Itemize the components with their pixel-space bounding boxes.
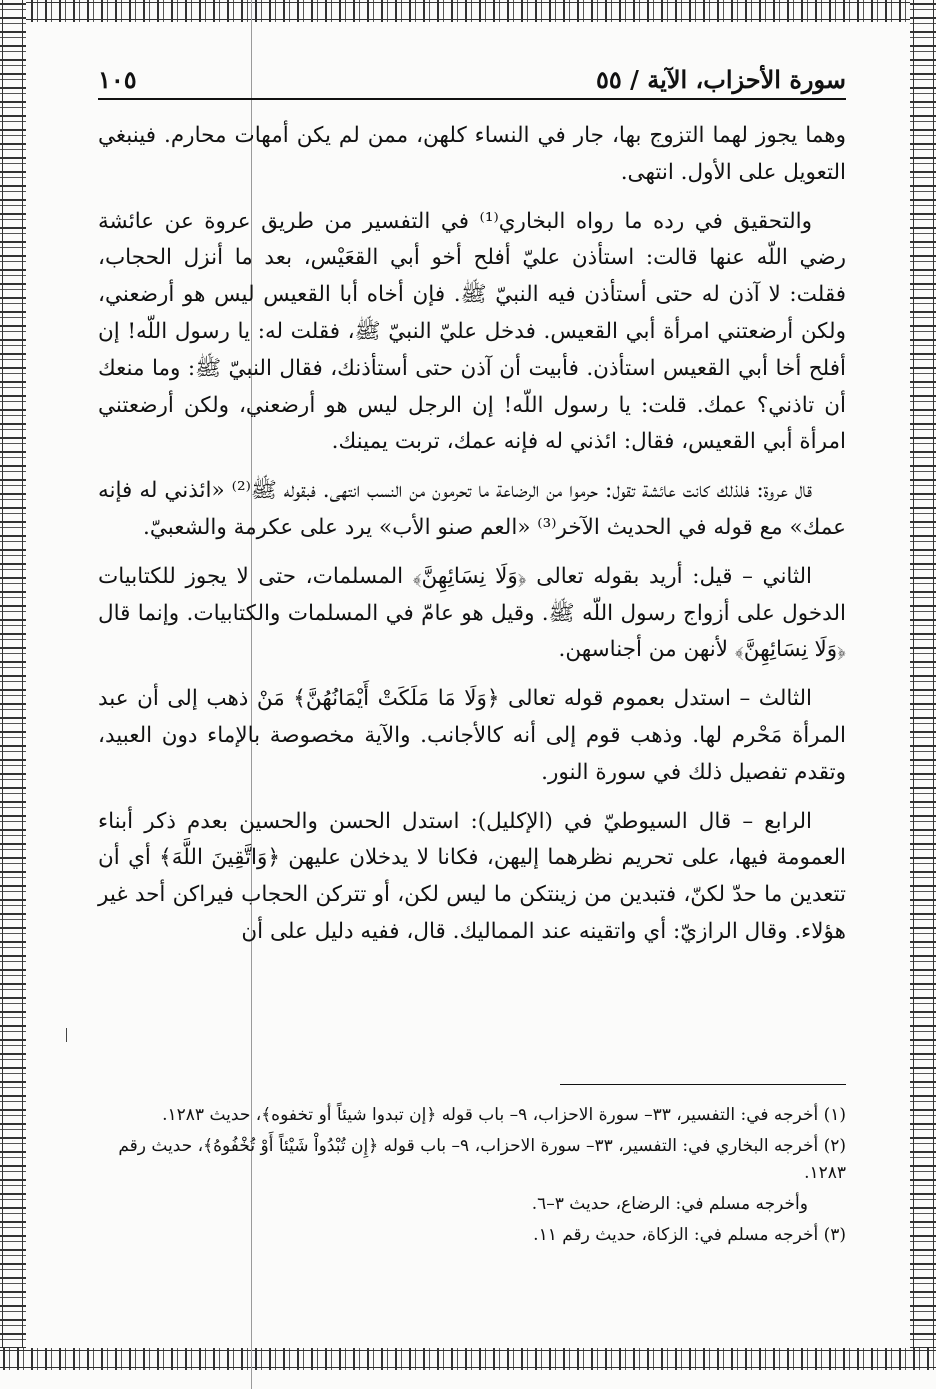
paragraph: الرابع – قال السيوطيّ في (الإكليل): استدل الحسن والحسين بعدم ذكر أبناء العمومة فيها، على تحريم نظرهما إليهن، فكانا لا يدخلان عليهن ﴿وَاتَّقِينَ اللَّهَ﴾ أي أن تتعدين ما حدّ لكنّ، فتبدين من زينتكن ما ليس لكن، أو تتركن الحجاب فيراكن أحد غير هؤلاء. وقال الرازيّ: أي واتقينه عند المماليك. قال، ففيه دليل على أن <box>98 808 846 944</box>
main-text <box>98 118 846 963</box>
paragraph: الثالث – استدل بعموم قوله تعالى ﴿وَلَا مَا مَلَكَتْ أَيْمَانُهُنَّ﴾ مَنْ ذهب إلى أن عبد المرأة مَحْرم لها. وذهب قوم إلى أنه كالأجانب. والآية مخصوصة بالإماء دون العبيد، وتقدم تفصيل ذلك في سورة النور. <box>98 686 846 785</box>
running-header <box>98 58 846 94</box>
paragraph: الثاني – قيل: أريد بقوله تعالى ﴿وَلَا نِسَائِهِنَّ﴾ المسلمات، حتى لا يجوز للكتابيات الدخول على أزواج رسول اللّه ﷺ. وقيل هو عامّ في المسلمات والكتابيات. وإنما قال ﴿وَلَا نِسَائِهِنَّ﴾ لأنهن من أجناسهن. <box>98 563 846 663</box>
paragraph: والتحقيق في رده ما رواه البخاري⁽¹⁾ في التفسير من طريق عروة عن عائشة رضي اللّه عنها قالت: استأذن عليّ أفلح أخو أبي القعَيْس، بعد ما أنزل الحجاب، فقلت: لا آذن له حتى أستأذن فيه النبيّ ﷺ. فإن أخاه أبا القعيس ليس هو أرضعني، ولكن أرضعتني امرأة أبي القعيس. فدخل عليّ النبيّ ﷺ، فقلت له: يا رسول اللّه! إن أفلح أخا أبي القعيس استأذن. فأبيت أن آذن حتى أستأذنك، فقال النبيّ ﷺ: وما منعك أن تاذني؟ عمك. قلت: يا رسول اللّه! إن الرجل ليس هو أرضعني، ولكن أرضعتني امرأة أبي القعيس، فقال: ائذني له فإنه عمك، تربت يمينك. <box>98 208 846 455</box>
footnote-item: (٢) أخرجه البخاري في: التفسير، ٣٣– سورة الاحزاب، ٩– باب قوله ﴿إِن تُبْدُواْ شَيْئاً أَوْ تُخْفُوهُ﴾، حديث رقم ١٢٨٣. <box>118 1136 846 1183</box>
footnotes <box>98 1102 846 1253</box>
footnote-item: (٣) أخرجه مسلم في: الزكاة، حديث رقم ١١. <box>533 1225 846 1245</box>
page-number: ١٠٥ <box>98 65 137 94</box>
footnote-item: وأخرجه مسلم في: الرضاع، حديث ٣–٦. <box>531 1194 808 1214</box>
ornamental-border-right <box>910 0 936 1370</box>
page-title: سورة الأحزاب، الآية / ٥٥ <box>596 65 846 94</box>
margin-mark <box>66 1028 67 1042</box>
footnote-separator <box>560 1084 846 1085</box>
paragraph: قال عروة: فلذلك كانت عائشة تقول: حرموا من الرضاعة ما تحرمون من النسب انتهى. فبقوله ﷺ⁽²⁾ «ائذني له فإنه عمك» مع قوله في الحديث الآخر⁽³⁾ «العم صنو الأب» يرد على عكرمة والشعبيّ. <box>98 478 846 540</box>
ornamental-border-left <box>0 0 26 1370</box>
paragraph: وهما يجوز لهما التزوج بها، جار في النساء كلهن، ممن لم يكن أمهات محارم. فينبغي التعويل على الأول. انتهى. <box>98 123 846 185</box>
ornamental-border-bottom <box>0 1348 936 1370</box>
header-rule <box>98 98 846 100</box>
footnote-item: (١) أخرجه في: التفسير، ٣٣– سورة الاحزاب، ٩– باب قوله ﴿إن تبدوا شيئاً أو تخفوه﴾، حديث ١٢٨٣. <box>162 1105 846 1125</box>
ornamental-border-top <box>0 0 936 22</box>
